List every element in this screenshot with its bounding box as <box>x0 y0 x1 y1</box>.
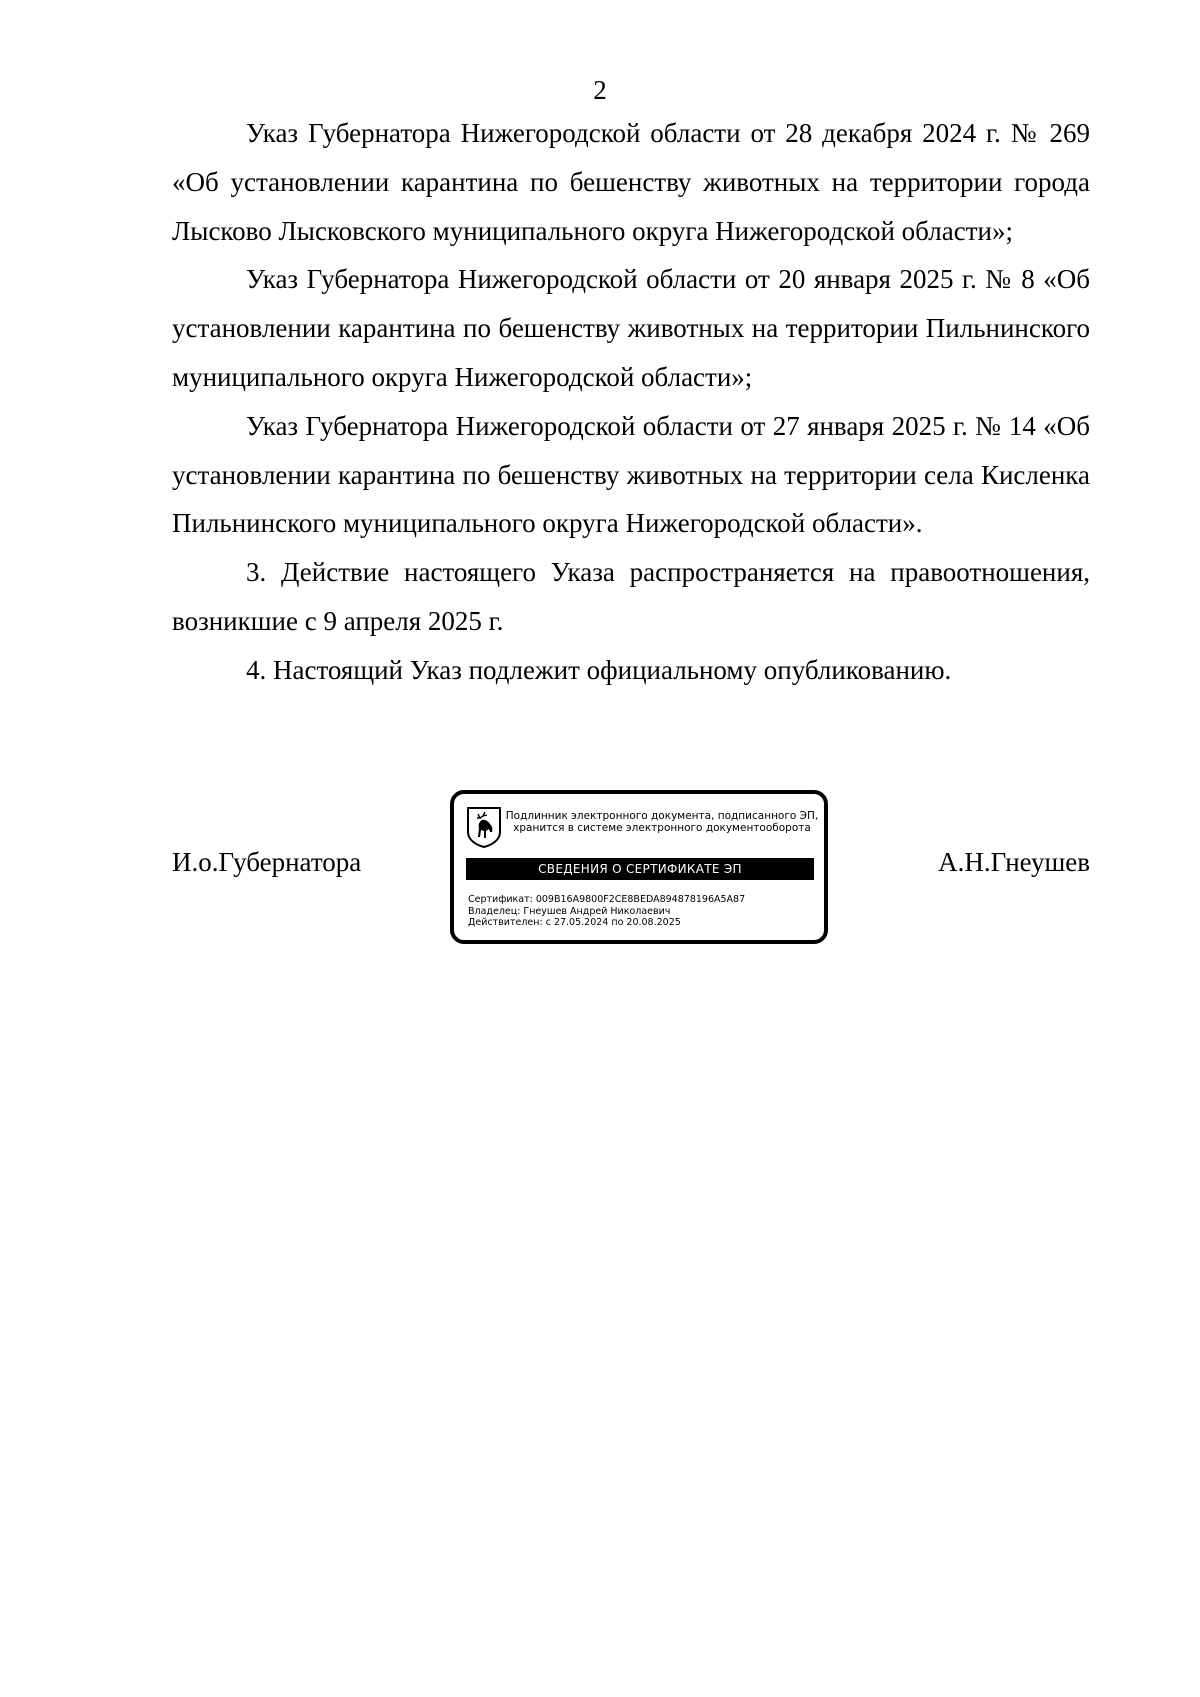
paragraph-decree-8: Указ Губернатора Нижегородской области от 20 января 2025 г. № 8 «Об установлении карантина по бешенству животных на территории Пильнинского муниципального округа Нижегородской области»; <box>172 264 1090 392</box>
certificate-owner: Владелец: Гнеушев Андрей Николаевич <box>468 905 671 917</box>
stamp-header-line-2: хранится в системе электронного документооборота <box>513 822 811 834</box>
certificate-number: Сертификат: 009B16A9800F2CE8BEDA894878196A5A87 <box>468 894 746 905</box>
page-number: 2 <box>593 75 607 105</box>
paragraph-clause-3: 3. Действие настоящего Указа распространяется на правоотношения, возникшие с 9 апреля 2025 г. <box>172 557 1090 636</box>
signatory-title: И.о.Губернатора <box>172 847 362 877</box>
coat-of-arms-deer-icon <box>466 806 502 848</box>
stamp-header-line-1: Подлинник электронного документа, подписанного ЭП, <box>505 810 819 822</box>
certificate-details <box>468 894 818 929</box>
stamp-header <box>504 810 820 834</box>
paragraph-clause-4: 4. Настоящий Указ подлежит официальному опубликованию. <box>246 654 952 685</box>
certificate-validity: Действителен: с 27.05.2024 по 20.08.2025 <box>468 917 681 928</box>
signatory-name: А.Н.Гнеушев <box>938 847 1090 877</box>
paragraph-decree-269: Указ Губернатора Нижегородской области от 28 декабря 2024 г. № 269 «Об установлении карантина по бешенству животных на территории города Лысково Лысковского муниципального округа Нижегородской области»; <box>172 118 1090 246</box>
certificate-info-bar: СВЕДЕНИЯ О СЕРТИФИКАТЕ ЭП <box>466 858 814 880</box>
signature-block <box>172 790 1090 960</box>
electronic-signature-stamp <box>450 790 828 944</box>
document-body <box>172 109 1090 695</box>
paragraph-decree-14: Указ Губернатора Нижегородской области от 27 января 2025 г. № 14 «Об установлении карантина по бешенству животных на территории села Кисленка Пильнинского муниципального округа Нижегородской области». <box>172 410 1090 539</box>
